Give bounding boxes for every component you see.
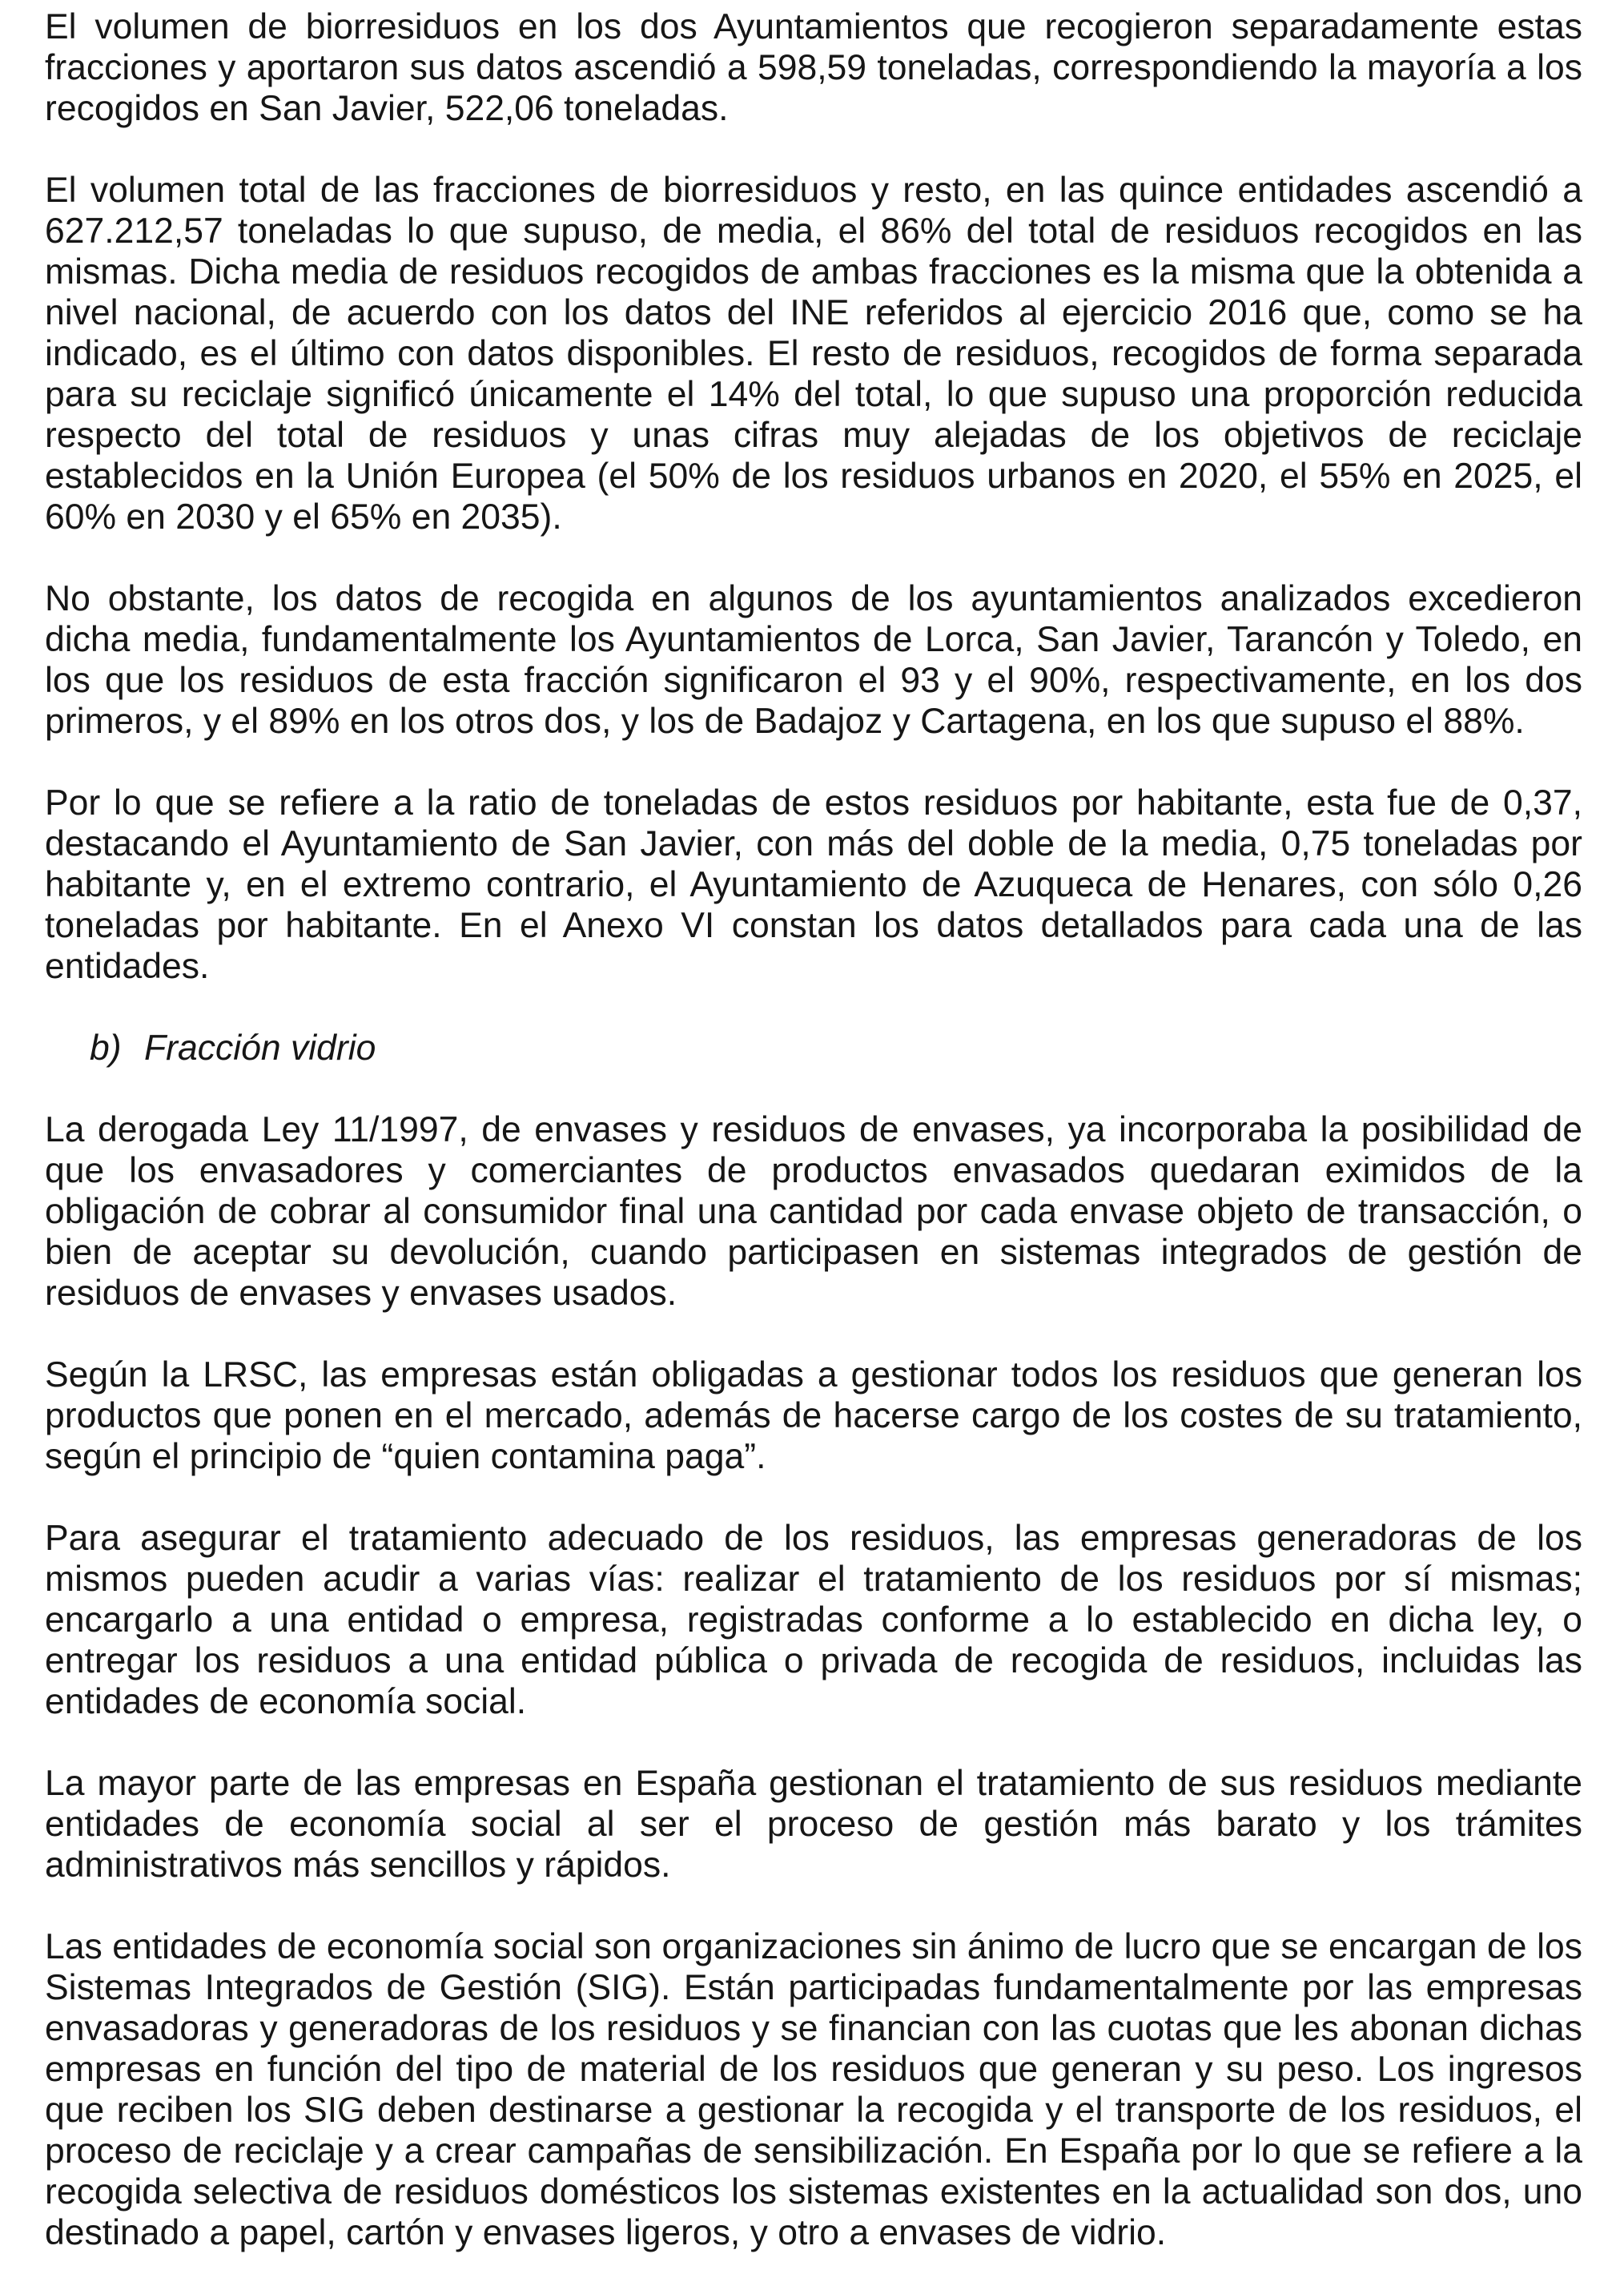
section-marker: b) (90, 1028, 122, 1068)
paragraph-biorresiduos-volumen: El volumen de biorresiduos en los dos Ayuntamientos que recogieron separadamente estas fracciones y aportaron sus datos ascendió a 598,59 toneladas, correspondiendo la mayoría a los recogidos en San Javier, 522,06 toneladas. (45, 7, 1582, 128)
section-heading-fraccion-vidrio (45, 1028, 1582, 1069)
paragraph-volumen-total: El volumen total de las fracciones de biorresiduos y resto, en las quince entidades ascendió a 627.212,57 toneladas lo que supuso, de media, el 86% del total de residuos recogidos en las mismas. Dicha media de residuos recogidos de ambas fracciones es la misma que la obtenida a nivel nacional, de acuerdo con los datos del INE referidos al ejercicio 2016 que, como se ha indicado, es el último con datos disponibles. El resto de residuos, recogidos de forma separada para su reciclaje significó únicamente el 14% del total, lo que supuso una proporción reducida respecto del total de residuos y unas cifras muy alejadas de los objetivos de reciclaje establecidos en la Unión Europea (el 50% de los residuos urbanos en 2020, el 55% en 2025, el 60% en 2030 y el 65% en 2035). (45, 171, 1582, 537)
paragraph-no-obstante: No obstante, los datos de recogida en algunos de los ayuntamientos analizados excedieron dicha media, fundamentalmente los Ayuntamientos de Lorca, San Javier, Tarancón y Toledo, en los que los residuos de esta fracción significaron el 93 y el 90%, respectivamente, en los dos primeros, y el 89% en los otros dos, y los de Badajoz y Cartagena, en los que supuso el 88%. (45, 579, 1582, 741)
section-title: Fracción vidrio (144, 1028, 376, 1068)
paragraph-lrsc: Según la LRSC, las empresas están obligadas a gestionar todos los residuos que generan los productos que ponen en el mercado, además de hacerse cargo de los costes de su tratamiento, según el principio de “quien contamina paga”. (45, 1355, 1582, 1476)
paragraph-ley-envases: La derogada Ley 11/1997, de envases y residuos de envases, ya incorporaba la posibilidad de que los envasadores y comerciantes de productos envasados quedaran eximidos de la obligación de cobrar al consumidor final una cantidad por cada envase objeto de transacción, o bien de aceptar su devolución, cuando participasen en sistemas integrados de gestión de residuos de envases y envases usados. (45, 1110, 1582, 1313)
paragraph-tratamiento-adecuado: Para asegurar el tratamiento adecuado de los residuos, las empresas generadoras de los mismos pueden acudir a varias vías: realizar el tratamiento de los residuos por sí mismas; encargarlo a una entidad o empresa, registradas conforme a lo establecido en dicha ley, o entregar los residuos a una entidad pública o privada de recogida de residuos, incluidas las entidades de economía social. (45, 1519, 1582, 1721)
document-page (45, 6, 1582, 2294)
paragraph-ratio-habitante: Por lo que se refiere a la ratio de toneladas de estos residuos por habitante, esta fue de 0,37, destacando el Ayuntamiento de San Javier, con más del doble de la media, 0,75 toneladas por habitante y, en el extremo contrario, el Ayuntamiento de Azuqueca de Henares, con sólo 0,26 toneladas por habitante. En el Anexo VI constan los datos detallados para cada una de las entidades. (45, 783, 1582, 986)
paragraph-entidades-economia-social: Las entidades de economía social son organizaciones sin ánimo de lucro que se encargan de los Sistemas Integrados de Gestión (SIG). Están participadas fundamentalmente por las empresas envasadoras y generadoras de los residuos y se financian con las cuotas que les abonan dichas empresas en función del tipo de material de los residuos que generan y su peso. Los ingresos que reciben los SIG deben destinarse a gestionar la recogida y el transporte de los residuos, el proceso de reciclaje y a crear campañas de sensibilización. En España por lo que se refiere a la recogida selectiva de residuos domésticos los sistemas existentes en la actualidad son dos, uno destinado a papel, cartón y envases ligeros, y otro a envases de vidrio. (45, 1927, 1582, 2252)
paragraph-mayor-parte-empresas: La mayor parte de las empresas en España gestionan el tratamiento de sus residuos mediante entidades de economía social al ser el proceso de gestión más barato y los trámites administrativos más sencillos y rápidos. (45, 1764, 1582, 1885)
